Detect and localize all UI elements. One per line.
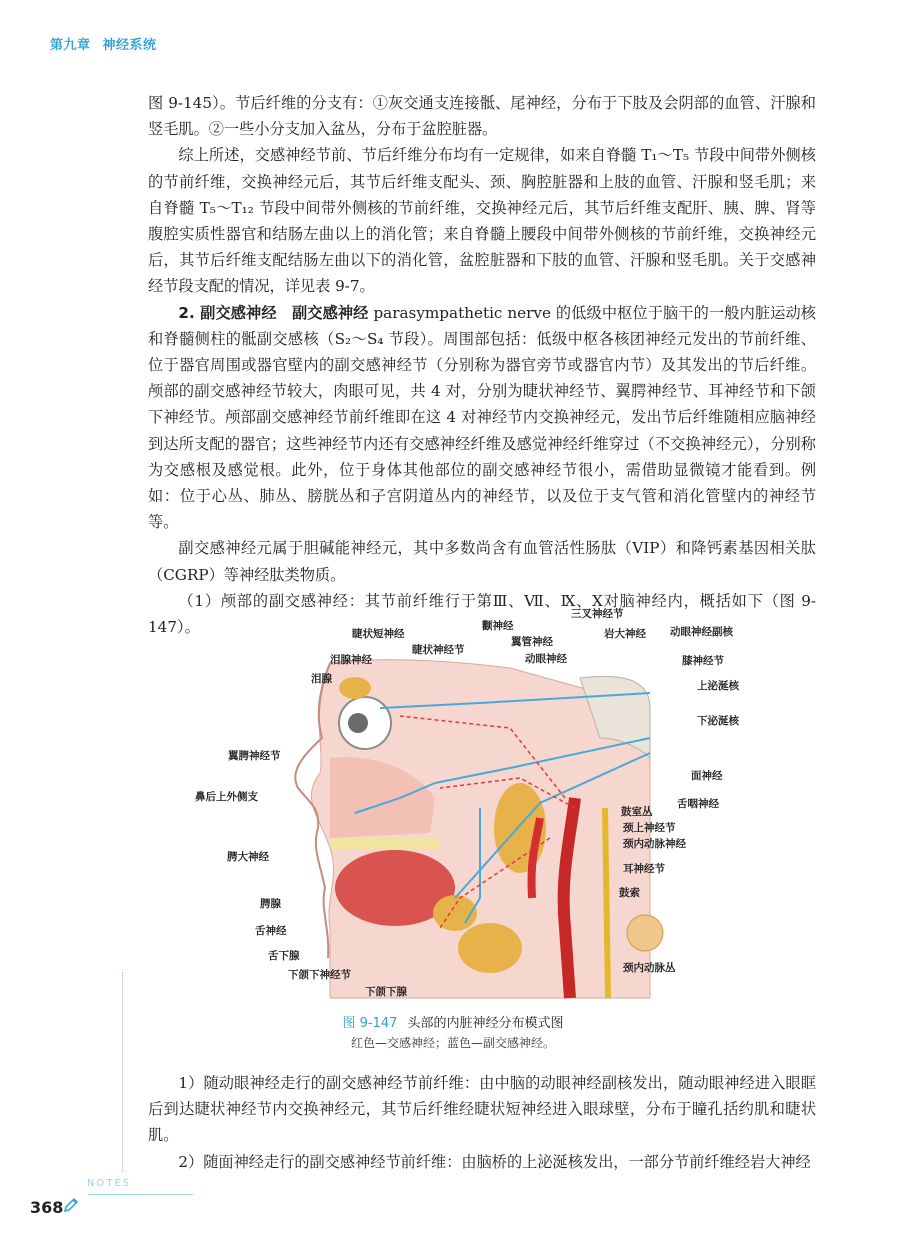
label-lacrimal-gland: 泪腺 (311, 673, 332, 685)
label-internal-carotid-nerve: 颈内动脉神经 (623, 838, 686, 850)
paragraph-parasympathetic (148, 300, 816, 536)
label-sublingual-gland: 舌下腺 (268, 950, 300, 962)
label-glossopharyngeal-nerve: 舌咽神经 (677, 798, 719, 810)
label-oculomotor-nerve: 动眼神经 (525, 653, 567, 665)
paragraph: 综上所述，交感神经节前、节后纤维分布均有一定规律，如来自脊髓 T₁～T₅ 节段中间带外侧核的节前纤维，交换神经元后，其节后纤维支配头、颈、胸腔脏器和上肢的血管、汗腺和竖毛肌；来自脊髓 T₅～T₁₂ 节段中间带外侧核的节前纤维，交换神经元后，其节后纤维支配肝、胰、脾、肾等腹腔实质性器官和结肠左曲以上的消化管；来自脊髓上腰段中间带外侧核的节前纤维，交换神经元后，其节后纤维支配结肠左曲以下的消化管，盆腔脏器和下肢的血管、汗腺和竖毛肌。关于交感神经节段支配的情况，详见表 9-7。 (148, 146, 816, 296)
figure-number: 图 9-147 (342, 1016, 398, 1031)
paragraph: 图 9-145）。节后纤维的分支有：①灰交通支连接骶、尾神经，分布于下肢及会阴部的血管、汗腺和竖毛肌。②一些小分支加入盆丛，分布于盆腔脏器。 (148, 94, 816, 139)
paragraph: 2）随面神经走行的副交感神经节前纤维：由脑桥的上泌涎核发出，一部分节前纤维经岩大神经 (178, 1152, 811, 1171)
page-number: 368 (30, 1198, 64, 1217)
running-header (50, 34, 169, 53)
figure-title: 头部的内脏神经分布模式图 (407, 1016, 564, 1031)
label-tympanic-plexus: 鼓室丛 (621, 806, 653, 818)
body-text-top (148, 90, 816, 640)
notes-label: NOTES (87, 1178, 132, 1189)
paragraph: 1）随动眼神经走行的副交感神经节前纤维：由中脑的动眼神经副核发出，随动眼神经进入眼眶后到达睫状神经节内交换神经元，其节后纤维经睫状短神经进入眼球壁，分布于瞳孔括约肌和睫状肌。 (148, 1074, 816, 1145)
pencil-icon (62, 1196, 80, 1214)
label-greater-palatine-nerve: 腭大神经 (227, 851, 269, 863)
label-nasal-branch: 鼻后上外侧支 (195, 791, 258, 803)
paragraph: 副交感神经元属于胆碱能神经元，其中多数尚含有血管活性肠肽（VIP）和降钙素基因相关肽（CGRP）等神经肽类物质。 (148, 539, 816, 584)
label-internal-carotid-plexus: 颈内动脉丛 (623, 962, 676, 974)
chapter-title: 神经系统 (102, 38, 157, 53)
label-greater-petrosal-nerve: 岩大神经 (604, 628, 646, 640)
label-superior-cervical-ganglion: 颈上神经节 (623, 822, 676, 834)
label-trigeminal-ganglion: 三叉神经节 (571, 608, 624, 620)
label-submandibular-ganglion: 下颌下神经节 (288, 969, 351, 981)
label-lacrimal-nerve: 泪腺神经 (330, 654, 372, 666)
figure-caption (0, 1012, 906, 1051)
label-pterygoid-canal-nerve: 翼管神经 (511, 636, 553, 648)
label-pterygopalatine-ganglion: 翼腭神经节 (228, 750, 281, 762)
notes-dotted-rule (122, 972, 123, 1172)
label-facial-nerve: 面神经 (691, 770, 723, 782)
label-chorda-tympani: 鼓索 (619, 887, 640, 899)
label-lingual-nerve: 舌神经 (255, 925, 287, 937)
label-palatine-gland: 腭腺 (260, 898, 281, 910)
anatomy-figure (180, 598, 739, 1003)
label-ciliary-ganglion: 睫状神经节 (412, 644, 465, 656)
label-submandibular-gland: 下颌下腺 (365, 986, 407, 998)
paragraph: （1）颅部的副交感神经：其节前纤维行于第Ⅲ、Ⅶ、Ⅸ、Ⅹ对脑神经内，概括如下（图 9-147）。 (148, 591, 816, 637)
label-otic-ganglion: 耳神经节 (623, 863, 665, 875)
paragraph-text: parasympathetic nerve 的低级中枢位于脑干的一般内脏运动核和脊髓侧柱的骶副交感核（S₂～S₄ 节段）。周围部包括：低级中枢各核团神经元发出的节前纤维、位于器官周围或器官壁内的副交感神经节（分别称为器官旁节或器官内节）及其发出的节后纤维。颅部的副交感神经节较大，肉眼可见，共 4 对，分别为睫状神经节、翼腭神经节、耳神经节和下颌下神经节。颅部副交感神经节前纤维即在这 4 对神经节内交换神经元，发出节后纤维随相应脑神经到达所支配的器官；这些神经节内还有交感神经纤维及感觉神经纤维穿过（不交换神经元），分别称为交感根及感觉根。此外，位于身体其他部位的副交感神经节很小，需借助显微镜才能看到。例如：位于心丛、肺丛、膀胱丛和子宫阴道丛内的神经节，以及位于支气管和消化管壁内的神经节等。 (148, 303, 816, 532)
label-zygomatic-nerve: 颧神经 (482, 620, 514, 632)
figure-subcaption: 红色—交感神经；蓝色—副交感神经。 (350, 1036, 555, 1050)
label-geniculate-ganglion: 膝神经节 (682, 655, 724, 667)
label-superior-salivatory-nucleus: 上泌涎核 (697, 680, 739, 692)
label-inferior-salivatory-nucleus: 下泌涎核 (697, 715, 739, 727)
body-text-bottom (148, 1070, 816, 1175)
section-heading: 2. 副交感神经 副交感神经 (178, 303, 369, 322)
label-accessory-oculomotor-nucleus: 动眼神经副核 (670, 626, 733, 638)
label-ciliary-short-nerve: 睫状短神经 (352, 628, 405, 640)
notes-underline (88, 1194, 193, 1195)
chapter-number: 第九章 (50, 38, 91, 53)
head-illustration (180, 598, 720, 1003)
